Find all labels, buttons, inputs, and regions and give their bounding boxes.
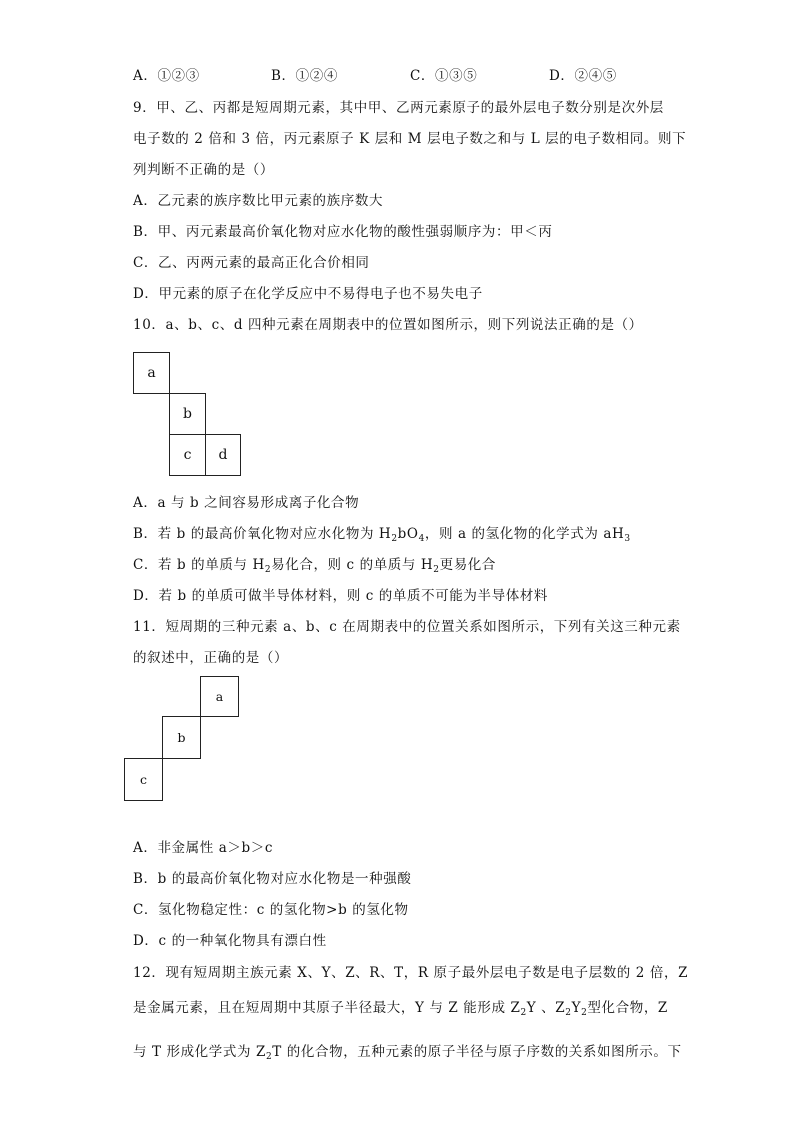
q9-option-b: B．甲、丙元素最高价氧化物对应水化物的酸性强弱顺序为：甲＜丙 <box>133 224 553 240</box>
q8-option-d: D．②④⑤ <box>549 68 617 84</box>
q10-stem: 10．a、b、c、d 四种元素在周期表中的位置如图所示，则下列说法正确的是（） <box>133 317 643 333</box>
q10-cell-b: b <box>169 393 206 435</box>
q11-option-c: C．氢化物稳定性：c 的氢化物>b 的氢化物 <box>133 902 409 918</box>
q9-stem-line-1: 9．甲、乙、丙都是短周期元素，其中甲、乙两元素原子的最外层电子数分别是次外层 <box>133 100 664 116</box>
q12-line-2: 是金属元素，且在短周期中其原子半径最大，Y 与 Z 能形成 $Z_2Y$ 、$Z_2Y_2$型化合物，Z <box>133 1000 668 1018</box>
q10-cell-a: a <box>133 352 170 394</box>
q8-option-c: C．①③⑤ <box>410 68 478 84</box>
q8-option-a: A．①②③ <box>133 68 200 84</box>
q9-option-a: A．乙元素的族序数比甲元素的族序数大 <box>133 193 384 209</box>
q9-stem-line-2: 电子数的 2 倍和 3 倍，丙元素原子 K 层和 M 层电子数之和与 L 层的电子数相同。则下 <box>133 131 687 147</box>
q10-option-b: B．若 b 的最高价氧化物对应水化物为 $H_2bO_4$，则 a 的氢化物的化学式为 $aH_3$ <box>133 526 631 544</box>
q10-option-c: C．若 b 的单质与 $H_2$易化合，则 c 的单质与 $H_2$更易化合 <box>133 557 496 575</box>
q10-cell-d: d <box>205 434 241 476</box>
q11-option-b: B．b 的最高价氧化物对应水化物是一种强酸 <box>133 871 412 887</box>
q11-option-d: D．c 的一种氧化物具有漂白性 <box>133 933 327 949</box>
q9-stem-line-3: 列判断不正确的是（） <box>133 162 274 178</box>
q10-option-d: D．若 b 的单质可做半导体材料，则 c 的单质不可能为半导体材料 <box>133 588 548 604</box>
q10-option-a: A．a 与 b 之间容易形成离子化合物 <box>133 495 360 511</box>
q9-option-c: C．乙、丙两元素的最高正化合价相同 <box>133 255 370 271</box>
q11-stem-line-1: 11．短周期的三种元素 a、b、c 在周期表中的位置关系如图所示，下列有关这三种元素 <box>133 619 681 635</box>
q12-line-3: 与 T 形成化学式为 $Z_2T$ 的化合物，五种元素的原子半径与原子序数的关系如图所示。下 <box>133 1044 682 1062</box>
q11-option-a: A．非金属性 a＞b＞c <box>133 840 273 856</box>
q12-line-1: 12．现有短周期主族元素 X、Y、Z、R、T，R 原子最外层电子数是电子层数的 2 倍，Z <box>133 965 689 981</box>
q11-cell-a: a <box>200 676 239 717</box>
q11-stem-line-2: 的叙述中，正确的是（） <box>133 650 289 666</box>
q8-options <box>133 66 653 86</box>
q9-option-d: D．甲元素的原子在化学反应中不易得电子也不易失电子 <box>133 286 483 302</box>
q11-cell-b: b <box>162 716 201 759</box>
q10-cell-c: c <box>169 434 206 476</box>
q8-option-b: B．①②④ <box>271 68 338 84</box>
q11-cell-c: c <box>124 758 163 801</box>
